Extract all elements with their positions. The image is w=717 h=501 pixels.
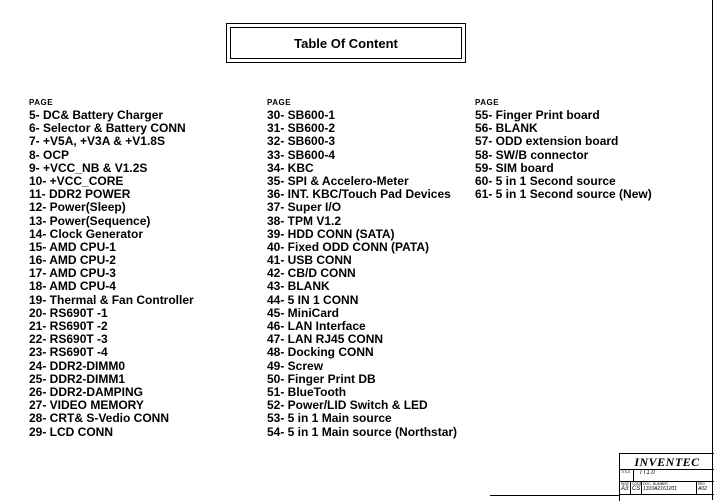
- toc-entry: 17- AMD CPU-3: [29, 266, 116, 281]
- size-value: A3: [621, 486, 629, 492]
- toc-entry: 25- DDR2-DIMM1: [29, 371, 126, 386]
- toc-entry: 27- VIDEO MEMORY: [29, 398, 144, 413]
- toc-entry: 51- BlueTooth: [267, 384, 347, 399]
- toc-entry: 14- Clock Generator: [29, 226, 144, 241]
- toc-entry: 42- CB/D CONN: [267, 266, 356, 281]
- title-value-cell: [634, 470, 714, 481]
- toc-entry: 38- TPM V1.2: [267, 213, 342, 228]
- code-label: CODE: [632, 482, 643, 486]
- column-header: PAGE: [267, 98, 292, 107]
- toc-entry: 61- 5 in 1 Second source (New): [475, 187, 652, 202]
- title-label-cell: [620, 470, 634, 481]
- toc-list-3: [475, 109, 652, 201]
- toc-entry: 37- Super I/O: [267, 200, 342, 215]
- bottom-rule: [490, 495, 620, 496]
- toc-entry: 11- DDR2 POWER: [29, 187, 131, 202]
- toc-entry: 58- SW/B connector: [475, 147, 589, 162]
- toc-entry: 5- DC& Battery Charger: [29, 108, 164, 122]
- rev-cell: [697, 482, 714, 494]
- toc-entry: 20- RS690T -1: [29, 305, 108, 320]
- doc-number-cell: [642, 482, 697, 494]
- title-box: [226, 23, 466, 63]
- toc-entry: 12- Power(Sleep): [29, 200, 126, 215]
- toc-entry: 35- SPI & Accelero-Meter: [267, 173, 409, 188]
- toc-entry: 57- ODD extension board: [475, 134, 619, 149]
- toc-entry: 22- RS690T -3: [29, 332, 108, 347]
- doc-number-value: 1310A2161201: [643, 486, 677, 492]
- toc-entry: 33- SB600-4: [267, 147, 336, 162]
- toc-entry: 24- DDR2-DIMM0: [29, 358, 126, 373]
- toc-entry: 28- CRT& S-Vedio CONN: [29, 411, 170, 426]
- toc-entry: 43- BLANK: [267, 279, 330, 294]
- toc-entry: 54- 5 in 1 Main source (Northstar): [267, 424, 458, 439]
- frame-border-right: [712, 0, 713, 500]
- toc-entry: 15- AMD CPU-1: [29, 239, 116, 254]
- toc-entry: 18- AMD CPU-4: [29, 279, 116, 294]
- doc-number-label: DOC. NUMBER: [643, 482, 668, 486]
- size-cell: [620, 482, 631, 494]
- toc-entry: 29- LCD CONN: [29, 424, 114, 439]
- toc-entry: 31- SB600-2: [267, 121, 336, 136]
- toc-list-1: [29, 109, 194, 439]
- toc-entry: 40- Fixed ODD CONN (PATA): [267, 239, 430, 254]
- code-cell: [631, 482, 642, 494]
- toc-list-2: [267, 109, 457, 439]
- toc-entry: 45- MiniCard: [267, 305, 340, 320]
- title-row: [620, 470, 714, 482]
- toc-entry: 47- LAN RJ45 CONN: [267, 332, 384, 347]
- toc-entry: 48- Docking CONN: [267, 345, 374, 360]
- page-title: Table Of Content: [230, 27, 462, 59]
- toc-entry: 7- +V5A, +V3A & +V1.8S: [29, 134, 165, 149]
- toc-entry: 34- KBC: [267, 160, 314, 175]
- toc-entry: 9- +VCC_NB & V1.2S: [29, 160, 148, 175]
- column-header: PAGE: [29, 98, 54, 107]
- size-label: SIZE: [621, 482, 629, 486]
- toc-entry: 21- RS690T -2: [29, 319, 108, 333]
- toc-entry: 13- Power(Sequence): [29, 213, 151, 228]
- toc-entry: 52- Power/LID Switch & LED: [267, 398, 428, 413]
- toc-entry: 39- HDD CONN (SATA): [267, 226, 395, 241]
- company-name: INVENTEC: [620, 454, 714, 470]
- toc-entry: 50- Finger Print DB: [267, 371, 376, 386]
- toc-entry: 44- 5 IN 1 CONN: [267, 292, 359, 307]
- title-label: TITLE: [621, 470, 631, 474]
- toc-entry: 23- RS690T -4: [29, 345, 108, 360]
- code-value: CS: [632, 486, 641, 492]
- toc-entry: 56- BLANK: [475, 121, 538, 136]
- toc-column-1: [29, 96, 194, 439]
- toc-entry: 49- Screw: [267, 358, 324, 373]
- toc-column-3: [475, 96, 652, 201]
- toc-entry: 26- DDR2-DAMPING: [29, 384, 144, 399]
- doc-row: [620, 482, 714, 495]
- toc-entry: 16- AMD CPU-2: [29, 253, 116, 268]
- toc-entry: 36- INT. KBC/Touch Pad Devices: [267, 187, 451, 202]
- toc-entry: 46- LAN Interface: [267, 319, 366, 333]
- rev-value: A02: [698, 486, 707, 492]
- toc-entry: 41- USB CONN: [267, 253, 352, 268]
- rev-label: REV: [698, 482, 706, 486]
- toc-entry: 8- OCP: [29, 147, 70, 162]
- drawing-title-block: [619, 453, 714, 501]
- column-header: PAGE: [475, 98, 500, 107]
- toc-entry: 10- +VCC_CORE: [29, 173, 124, 188]
- toc-column-2: [267, 96, 457, 439]
- toc-entry: 6- Selector & Battery CONN: [29, 121, 186, 136]
- toc-entry: 30- SB600-1: [267, 108, 336, 122]
- toc-entry: 60- 5 in 1 Second source: [475, 173, 616, 188]
- toc-entry: 32- SB600-3: [267, 134, 336, 149]
- toc-entry: 19- Thermal & Fan Controller: [29, 292, 194, 307]
- title-value: TT1.0: [639, 470, 655, 476]
- toc-entry: 59- SIM board: [475, 160, 554, 175]
- toc-entry: 55- Finger Print board: [475, 108, 600, 122]
- toc-entry: 53- 5 in 1 Main source: [267, 411, 392, 426]
